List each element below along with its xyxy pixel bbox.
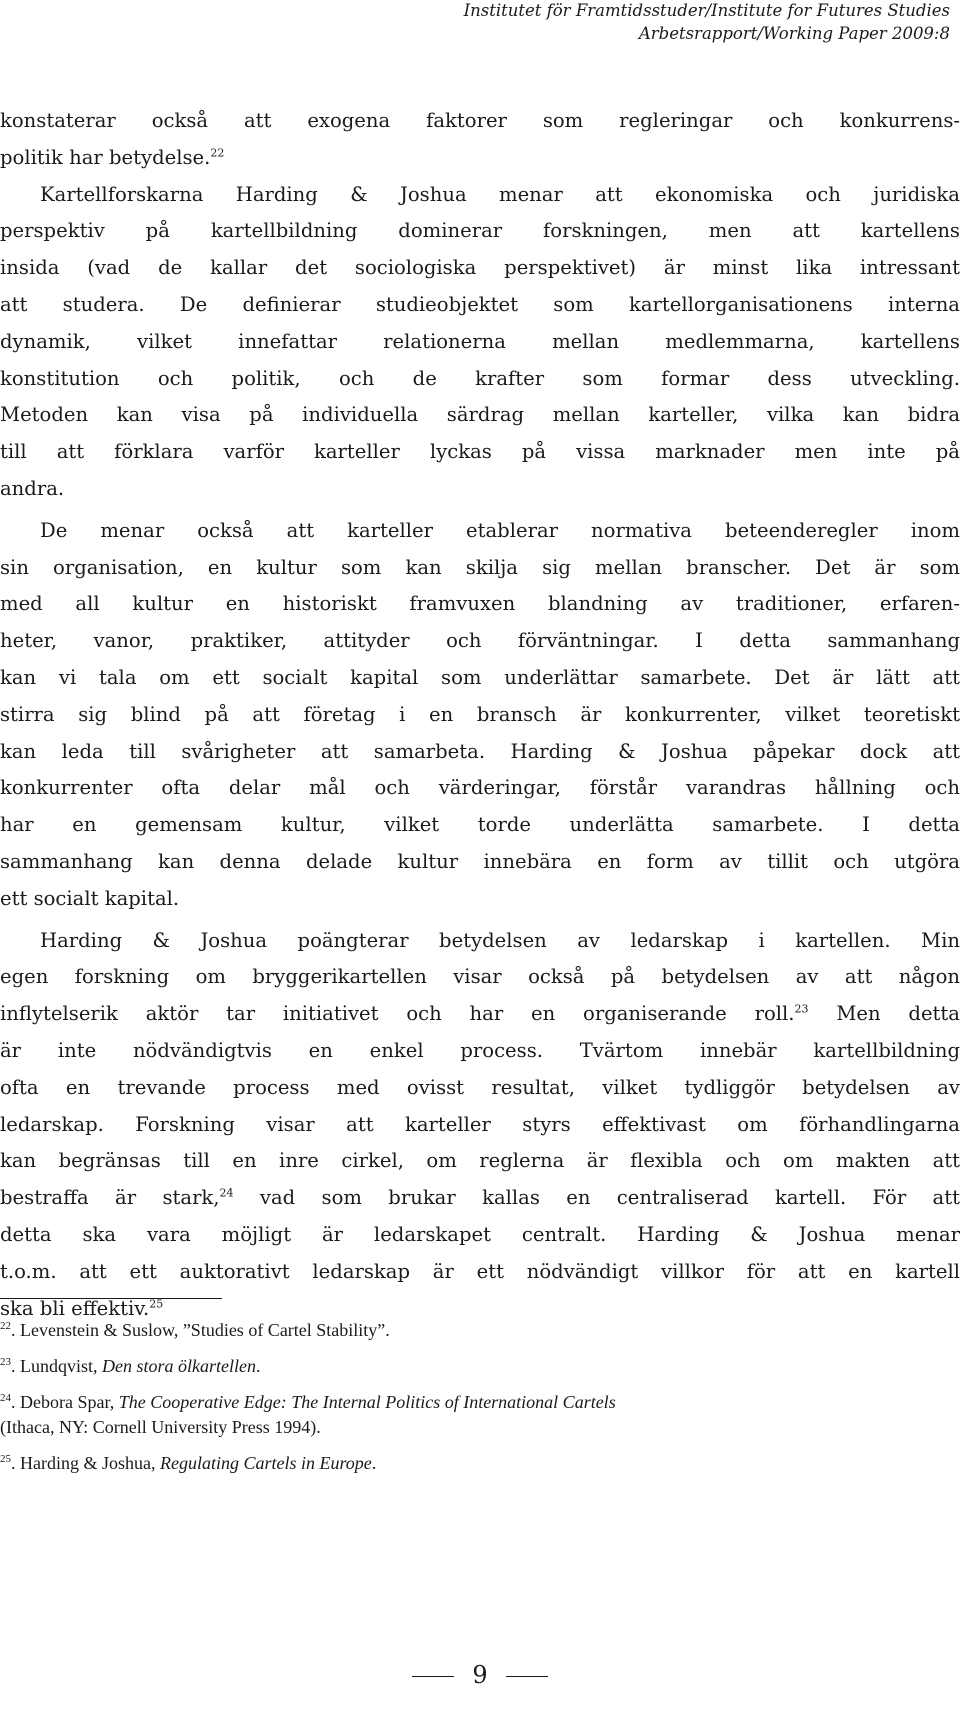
text-line-content: detta ska vara möjligt är ledarskapet centralt. Harding & Joshua menar: [0, 1222, 960, 1246]
text-line-content: att studera. De definierar studieobjektet som kartellorganisationens interna: [0, 292, 960, 316]
text-line-content: inflytelserik aktör tar initiativet och har en organiserande roll.: [0, 1002, 795, 1026]
footnote-number: 25: [0, 1453, 11, 1465]
footnote-title: Regulating Cartels in Europe: [159, 1453, 372, 1473]
footnote: [0, 1390, 616, 1415]
text-line-content: stirra sig blind på att företag i en bransch är konkurrenter, vilket teoretiskt: [0, 702, 960, 726]
footnote-text: (Ithaca, NY: Cornell University Press 1994).: [0, 1417, 321, 1437]
text-line: [0, 397, 960, 434]
text-line: [0, 1254, 960, 1291]
text-line: [0, 923, 960, 960]
footnote: [0, 1415, 321, 1440]
footnote-text: . Harding & Joshua,: [11, 1453, 160, 1473]
text-line-content: konstitution och politik, och de krafter som formar dess utveckling.: [0, 366, 960, 390]
footnote-ref[interactable]: 22: [210, 146, 225, 160]
text-line: [0, 770, 960, 807]
footnote: [0, 1354, 261, 1379]
running-header: [10, 0, 950, 45]
text-line: [0, 361, 960, 398]
text-line: [0, 471, 960, 508]
text-line-content: ett socialt kapital.: [0, 886, 180, 910]
text-line-content: Metoden kan visa på individuella särdrag mellan karteller, vilka kan bidra: [0, 403, 960, 427]
text-line-content: ledarskap. Forskning visar att karteller styrs effektivast om förhandlingarna: [0, 1112, 960, 1136]
text-line-content: är inte nödvändigtvis en enkel process. Tvärtom innebär kartellbildning: [0, 1038, 960, 1062]
text-line: [0, 734, 960, 771]
text-line: [0, 140, 960, 177]
text-line: [0, 623, 960, 660]
text-line: [0, 1180, 960, 1217]
text-line-content: sammanhang kan denna delade kultur innebära en form av tillit och utgöra: [0, 849, 960, 873]
text-line: [0, 287, 960, 324]
text-line-content: egen forskning om bryggerikartellen visar också på betydelsen av att någon: [0, 965, 960, 989]
footnote-text: . Debora Spar,: [11, 1392, 119, 1412]
footnote: [0, 1451, 376, 1476]
text-line: [0, 1217, 960, 1254]
text-line: [0, 1033, 960, 1070]
text-line: [0, 177, 960, 214]
text-line: [0, 250, 960, 287]
footnote-title: The Cooperative Edge: The Internal Politics of International Cartels: [118, 1392, 616, 1412]
text-line-content: kan vi tala om ett socialt kapital som underlättar samarbete. Det är lätt att: [0, 665, 960, 689]
text-line-continuation: Men detta: [808, 1002, 960, 1026]
text-line: [0, 1143, 960, 1180]
text-line: [0, 1070, 960, 1107]
footnote-separator: [0, 1298, 222, 1299]
text-line-content: kan leda till svårigheter att samarbeta. Harding & Joshua påpekar dock att: [0, 739, 960, 763]
text-line-content: bestraffa är stark,: [0, 1186, 220, 1210]
footnote-ref[interactable]: 24: [219, 1186, 234, 1200]
text-line-content: t.o.m. att ett auktorativt ledarskap är ett nödvändigt villkor för att en kartell: [0, 1259, 960, 1283]
text-line-content: med all kultur en historiskt framvuxen blandning av traditioner, erfaren-: [0, 592, 960, 616]
text-line-content: kan begränsas till en inre cirkel, om reglerna är flexibla och om makten att: [0, 1149, 960, 1173]
header-working-paper: Arbetsrapport/Working Paper 2009:8: [638, 23, 950, 43]
text-line: [0, 697, 960, 734]
body-text: [0, 103, 960, 1327]
footnote-text: . Levenstein & Suslow, ”Studies of Cartel Stability”.: [11, 1320, 390, 1340]
text-line-content: politik har betydelse.: [0, 145, 211, 169]
footnote-number: 22: [0, 1320, 11, 1332]
footnote-text: . Lundqvist,: [11, 1356, 103, 1376]
text-line: [0, 844, 960, 881]
text-line-content: Harding & Joshua poängterar betydelsen av ledarskap i kartellen. Min: [40, 928, 960, 952]
text-line-content: ofta en trevande process med ovisst resultat, vilket tydliggör betydelsen av: [0, 1075, 960, 1099]
page-number-dash-left: [412, 1676, 454, 1677]
header-institute: Institutet för Framtidsstuder/Institute for Futures Studies: [463, 1, 950, 20]
text-line: [0, 550, 960, 587]
text-line: [0, 324, 960, 361]
text-line-content: konkurrenter ofta delar mål och värderingar, förstår varandras hållning och: [0, 776, 960, 800]
text-line-content: heter, vanor, praktiker, attityder och förväntningar. I detta sammanhang: [0, 629, 960, 653]
text-line-content: har en gemensam kultur, vilket torde underlätta samarbete. I detta: [0, 813, 960, 837]
footnote-ref[interactable]: 23: [794, 1002, 809, 1016]
text-line: [0, 434, 960, 471]
footnote-text: .: [371, 1453, 377, 1473]
text-line-content: till att förklara varför karteller lyckas på vissa marknader men inte på: [0, 440, 960, 464]
text-line-content: sin organisation, en kultur som kan skilja sig mellan branscher. Det är som: [0, 555, 960, 579]
text-line: [0, 959, 960, 996]
text-line-content: konstaterar också att exogena faktorer som regleringar och konkurrens-: [0, 109, 960, 132]
text-line-content: insida (vad de kallar det sociologiska perspektivet) är minst lika intressant: [0, 256, 960, 280]
text-line-content: Kartellforskarna Harding & Joshua menar att ekonomiska och juridiska: [40, 182, 960, 206]
text-line-content: dynamik, vilket innefattar relationerna mellan medlemmarna, kartellens: [0, 329, 960, 353]
text-line: [0, 996, 960, 1033]
footnote-number: 24: [0, 1392, 11, 1404]
text-line: [0, 586, 960, 623]
text-line-content: De menar också att karteller etablerar normativa beteenderegler inom: [40, 518, 960, 542]
footnote-number: 23: [0, 1356, 11, 1368]
text-line-content: ska bli effektiv.: [0, 1296, 150, 1320]
text-line: [0, 213, 960, 250]
footnote-ref[interactable]: 25: [149, 1296, 164, 1310]
page-number-dash-right: [506, 1676, 548, 1677]
text-line: [0, 513, 960, 550]
footnote: [0, 1318, 390, 1343]
text-line: [0, 807, 960, 844]
text-line-content: andra.: [0, 476, 65, 500]
page-number-footer: [0, 1660, 960, 1690]
page-number: 9: [472, 1661, 488, 1689]
footnote-text: .: [256, 1356, 261, 1376]
text-line-continuation: vad som brukar kallas en centraliserad kartell. För att: [233, 1186, 960, 1210]
text-line-content: perspektiv på kartellbildning dominerar forskningen, men att kartellens: [0, 219, 960, 243]
text-line: [0, 881, 960, 918]
text-line: [0, 103, 960, 140]
text-line: [0, 1107, 960, 1144]
text-line: [0, 660, 960, 697]
footnote-title: Den stora ölkartellen: [102, 1356, 256, 1376]
